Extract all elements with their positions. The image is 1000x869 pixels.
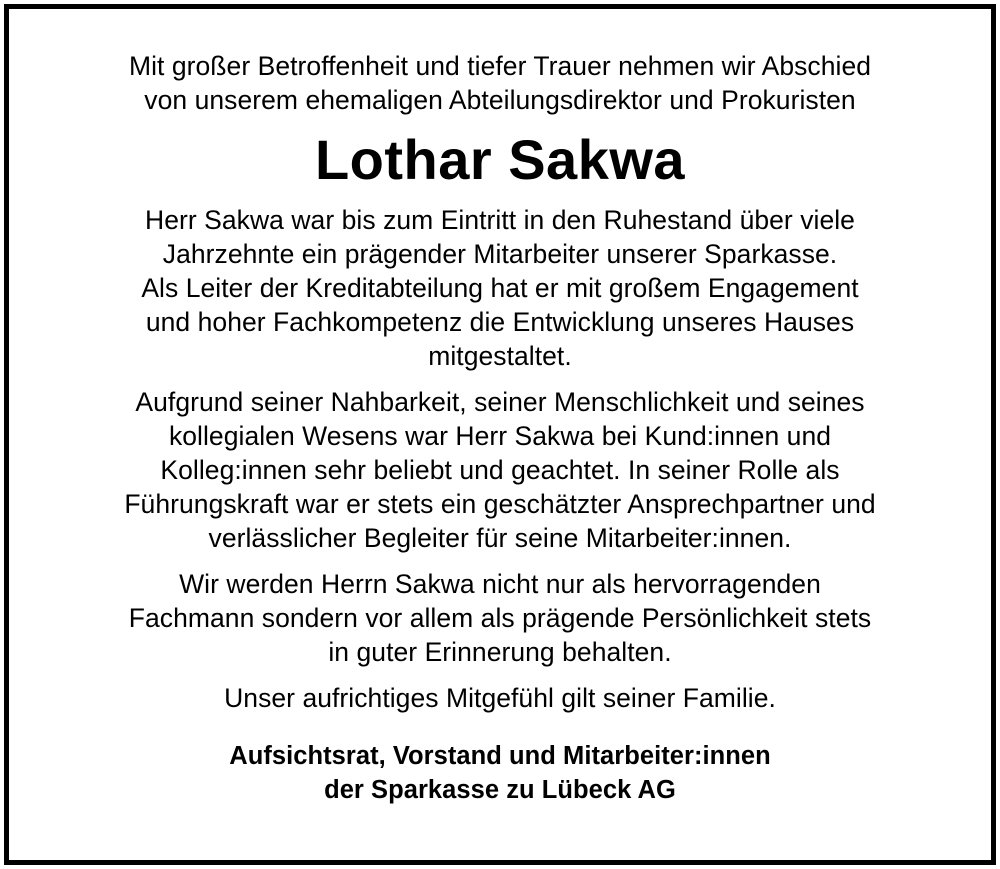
notice-content bbox=[9, 49, 991, 807]
paragraph-line: Jahrzehnte ein prägender Mitarbeiter unserer Sparkasse. bbox=[162, 239, 838, 269]
obituary-notice bbox=[4, 4, 996, 865]
paragraph-character bbox=[9, 385, 991, 555]
paragraph-line: kollegialen Wesens war Herr Sakwa bei Kund:innen und bbox=[168, 421, 832, 451]
paragraph-line: und hoher Fachkompetenz die Entwicklung unseres Hauses bbox=[145, 307, 855, 337]
signature-line: der Sparkasse zu Lübeck AG bbox=[324, 776, 676, 804]
paragraph-line: Unser aufrichtiges Mitgefühl gilt seiner Familie. bbox=[224, 683, 776, 713]
signature-block bbox=[9, 739, 991, 807]
paragraph-memory bbox=[9, 567, 991, 669]
intro-line: von unserem ehemaligen Abteilungsdirektor und Prokuristen bbox=[144, 85, 856, 115]
signature-line: Aufsichtsrat, Vorstand und Mitarbeiter:innen bbox=[229, 742, 771, 770]
intro-text bbox=[9, 49, 991, 117]
paragraph-line: Führungskraft war er stets ein geschätzter Ansprechpartner und bbox=[124, 489, 876, 519]
paragraph-line: mitgestaltet. bbox=[428, 341, 572, 371]
paragraph-line: verlässlicher Begleiter für seine Mitarbeiter:innen. bbox=[208, 523, 792, 553]
paragraph-line: Aufgrund seiner Nahbarkeit, seiner Menschlichkeit und seines bbox=[135, 387, 865, 417]
deceased-name: Lothar Sakwa bbox=[314, 128, 686, 191]
paragraph-career bbox=[9, 203, 991, 373]
paragraph-line: Kolleg:innen sehr beliebt und geachtet. In seiner Rolle als bbox=[160, 455, 840, 485]
paragraph-line: Herr Sakwa war bis zum Eintritt in den Ruhestand über viele bbox=[145, 205, 855, 235]
paragraph-line: Fachmann sondern vor allem als prägende Persönlichkeit stets bbox=[128, 603, 872, 633]
paragraph-line: Wir werden Herrn Sakwa nicht nur als hervorragenden bbox=[179, 569, 821, 599]
paragraph-line: Als Leiter der Kreditabteilung hat er mit großem Engagement bbox=[141, 273, 859, 303]
paragraph-line: in guter Erinnerung behalten. bbox=[328, 637, 672, 667]
intro-line: Mit großer Betroffenheit und tiefer Trauer nehmen wir Abschied bbox=[128, 51, 872, 81]
paragraph-condolence bbox=[9, 681, 991, 715]
